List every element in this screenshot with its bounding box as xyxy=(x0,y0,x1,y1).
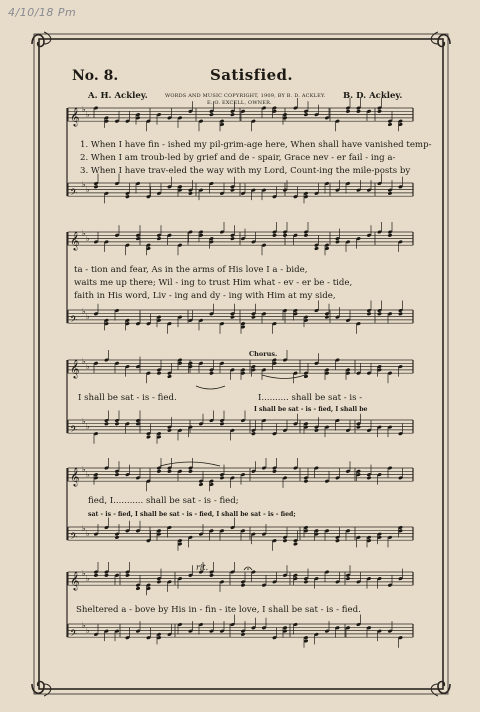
tie xyxy=(196,386,225,389)
verse-1-line-2: ta - tion and fear, As in the arms of His love I a - bide, xyxy=(74,265,308,275)
chorus-line-1-alto: I shall be sat - is - fied, I shall be xyxy=(254,406,368,413)
note-head xyxy=(230,112,235,116)
note-head xyxy=(272,469,277,473)
treble-clef-icon: 𝄞 xyxy=(70,359,80,379)
flat-icon: ♭ xyxy=(82,524,86,533)
note-head xyxy=(241,632,246,636)
note-head xyxy=(251,432,256,436)
note-head xyxy=(283,233,288,237)
verse-2-line-2: waits me up there; Wil - ing to trust Him what - ev - er be - tide, xyxy=(74,278,353,288)
flat-icon: ♭ xyxy=(86,422,90,431)
verse-3-line-2: faith in His word, Liv - ing and dy - ing with Him at my side, xyxy=(74,291,336,301)
tie xyxy=(160,462,220,466)
chorus-label: Chorus. xyxy=(249,350,278,358)
flat-icon: ♭ xyxy=(86,312,90,321)
note-head xyxy=(241,583,246,587)
note-head xyxy=(230,315,235,319)
chorus-line-2-bass: sat - is - fied, I shall be sat - is - fied, I shall be sat - is - fied; xyxy=(88,511,296,518)
ritardando-mark: rit. xyxy=(196,563,209,572)
note-head xyxy=(367,476,372,480)
flat-icon: ♭ xyxy=(82,417,86,426)
note-head xyxy=(346,109,351,113)
note-head xyxy=(304,580,309,584)
chorus-line-1-continuation: I.......... shall be sat - is - xyxy=(258,393,363,403)
note-head xyxy=(388,191,393,195)
note-head xyxy=(125,573,130,577)
note-head xyxy=(220,422,225,426)
note-head xyxy=(346,576,351,580)
note-head xyxy=(220,476,225,480)
flat-icon: ♭ xyxy=(82,229,86,238)
bass-clef-icon: 𝄢 xyxy=(70,314,78,328)
bass-clef-icon: 𝄢 xyxy=(70,628,78,642)
note-head xyxy=(104,573,109,577)
note-head xyxy=(230,188,235,192)
flat-icon: ♭ xyxy=(82,105,86,114)
treble-clef-icon: 𝄞 xyxy=(70,107,80,127)
note-head xyxy=(167,469,172,473)
note-head xyxy=(209,371,214,375)
flat-icon: ♭ xyxy=(82,465,86,474)
flat-icon: ♭ xyxy=(86,362,90,371)
tie xyxy=(262,375,305,379)
copyright-owner: E. O. EXCELL, OWNER. xyxy=(207,100,272,106)
bass-clef-icon: 𝄢 xyxy=(70,531,78,545)
note-head xyxy=(157,469,162,473)
note-head xyxy=(199,482,204,486)
note-head xyxy=(157,580,162,584)
note-head xyxy=(398,312,403,316)
note-head xyxy=(388,122,393,126)
note-head xyxy=(230,236,235,240)
flat-icon: ♭ xyxy=(86,110,90,119)
note-head xyxy=(304,233,309,237)
note-head xyxy=(314,246,319,250)
note-head xyxy=(335,539,340,543)
note-head xyxy=(283,539,288,543)
note-head xyxy=(115,472,120,476)
note-head xyxy=(157,236,162,240)
note-head xyxy=(188,469,193,473)
hymn-author: A. H. Ackley. xyxy=(88,91,148,101)
note-head xyxy=(314,428,319,432)
note-head xyxy=(335,240,340,244)
note-head xyxy=(115,422,120,426)
note-head xyxy=(146,435,151,439)
hymn-composer: B. D. Ackley. xyxy=(343,91,403,101)
pencil-annotation: 4/10/18 Pm xyxy=(8,6,77,19)
verse-2-line-1: 2. When I am troub-led by grief and de - spair, Grace nev - er fail - ing a- xyxy=(80,153,396,163)
note-head xyxy=(356,425,361,429)
flat-icon: ♭ xyxy=(86,470,90,479)
flat-icon: ♭ xyxy=(86,529,90,538)
note-head xyxy=(209,112,214,116)
verse-1-line-1: 1. When I have fin - ished my pil-grim-age here, When shall have vanished temp- xyxy=(80,140,432,150)
fermata-dot xyxy=(247,568,249,570)
note-head xyxy=(167,428,172,432)
note-head xyxy=(377,312,382,316)
note-head xyxy=(104,422,109,426)
flat-icon: ♭ xyxy=(86,626,90,635)
bass-clef-icon: 𝄢 xyxy=(70,187,78,201)
note-head xyxy=(209,573,214,577)
flat-icon: ♭ xyxy=(82,357,86,366)
flat-icon: ♭ xyxy=(82,180,86,189)
note-head xyxy=(188,191,193,195)
note-head xyxy=(304,479,309,483)
note-head xyxy=(304,112,309,116)
note-head xyxy=(157,371,162,375)
bass-clef-icon: 𝄢 xyxy=(70,424,78,438)
note-head xyxy=(377,109,382,113)
note-head xyxy=(325,315,330,319)
flat-icon: ♭ xyxy=(82,307,86,316)
note-head xyxy=(251,315,256,319)
treble-clef-icon: 𝄞 xyxy=(70,571,80,591)
treble-clef-icon: 𝄞 xyxy=(70,467,80,487)
treble-clef-icon: 𝄞 xyxy=(70,231,80,251)
final-line: Sheltered a - bove by His in - fin - ite love, I shall be sat - is - fied. xyxy=(76,605,361,615)
note-head xyxy=(125,195,130,199)
note-head xyxy=(388,233,393,237)
note-head xyxy=(167,374,172,378)
note-head xyxy=(293,542,298,546)
flat-icon: ♭ xyxy=(86,234,90,243)
verse-3-line-1: 3. When I have trav-eled the way with my Lord, Count-ing the mile-posts by xyxy=(80,166,411,176)
note-head xyxy=(272,233,277,237)
flat-icon: ♭ xyxy=(86,574,90,583)
flat-icon: ♭ xyxy=(82,621,86,630)
note-head xyxy=(136,586,141,590)
hymn-number: No. 8. xyxy=(72,68,119,84)
note-head xyxy=(94,573,99,577)
hymn-title: Satisfied. xyxy=(210,66,294,84)
note-head xyxy=(94,185,99,189)
note-head xyxy=(367,312,372,316)
copyright-notice: WORDS AND MUSIC COPYRIGHT, 1909, BY B. D. ACKLEY. xyxy=(165,93,326,99)
chorus-line-1: I shall be sat - is - fied. xyxy=(78,393,177,403)
flat-icon: ♭ xyxy=(82,569,86,578)
note-head xyxy=(356,109,361,113)
flat-icon: ♭ xyxy=(86,185,90,194)
chorus-line-2: fied, I........... shall be sat - is - fied; xyxy=(88,496,239,506)
note-head xyxy=(115,535,120,539)
